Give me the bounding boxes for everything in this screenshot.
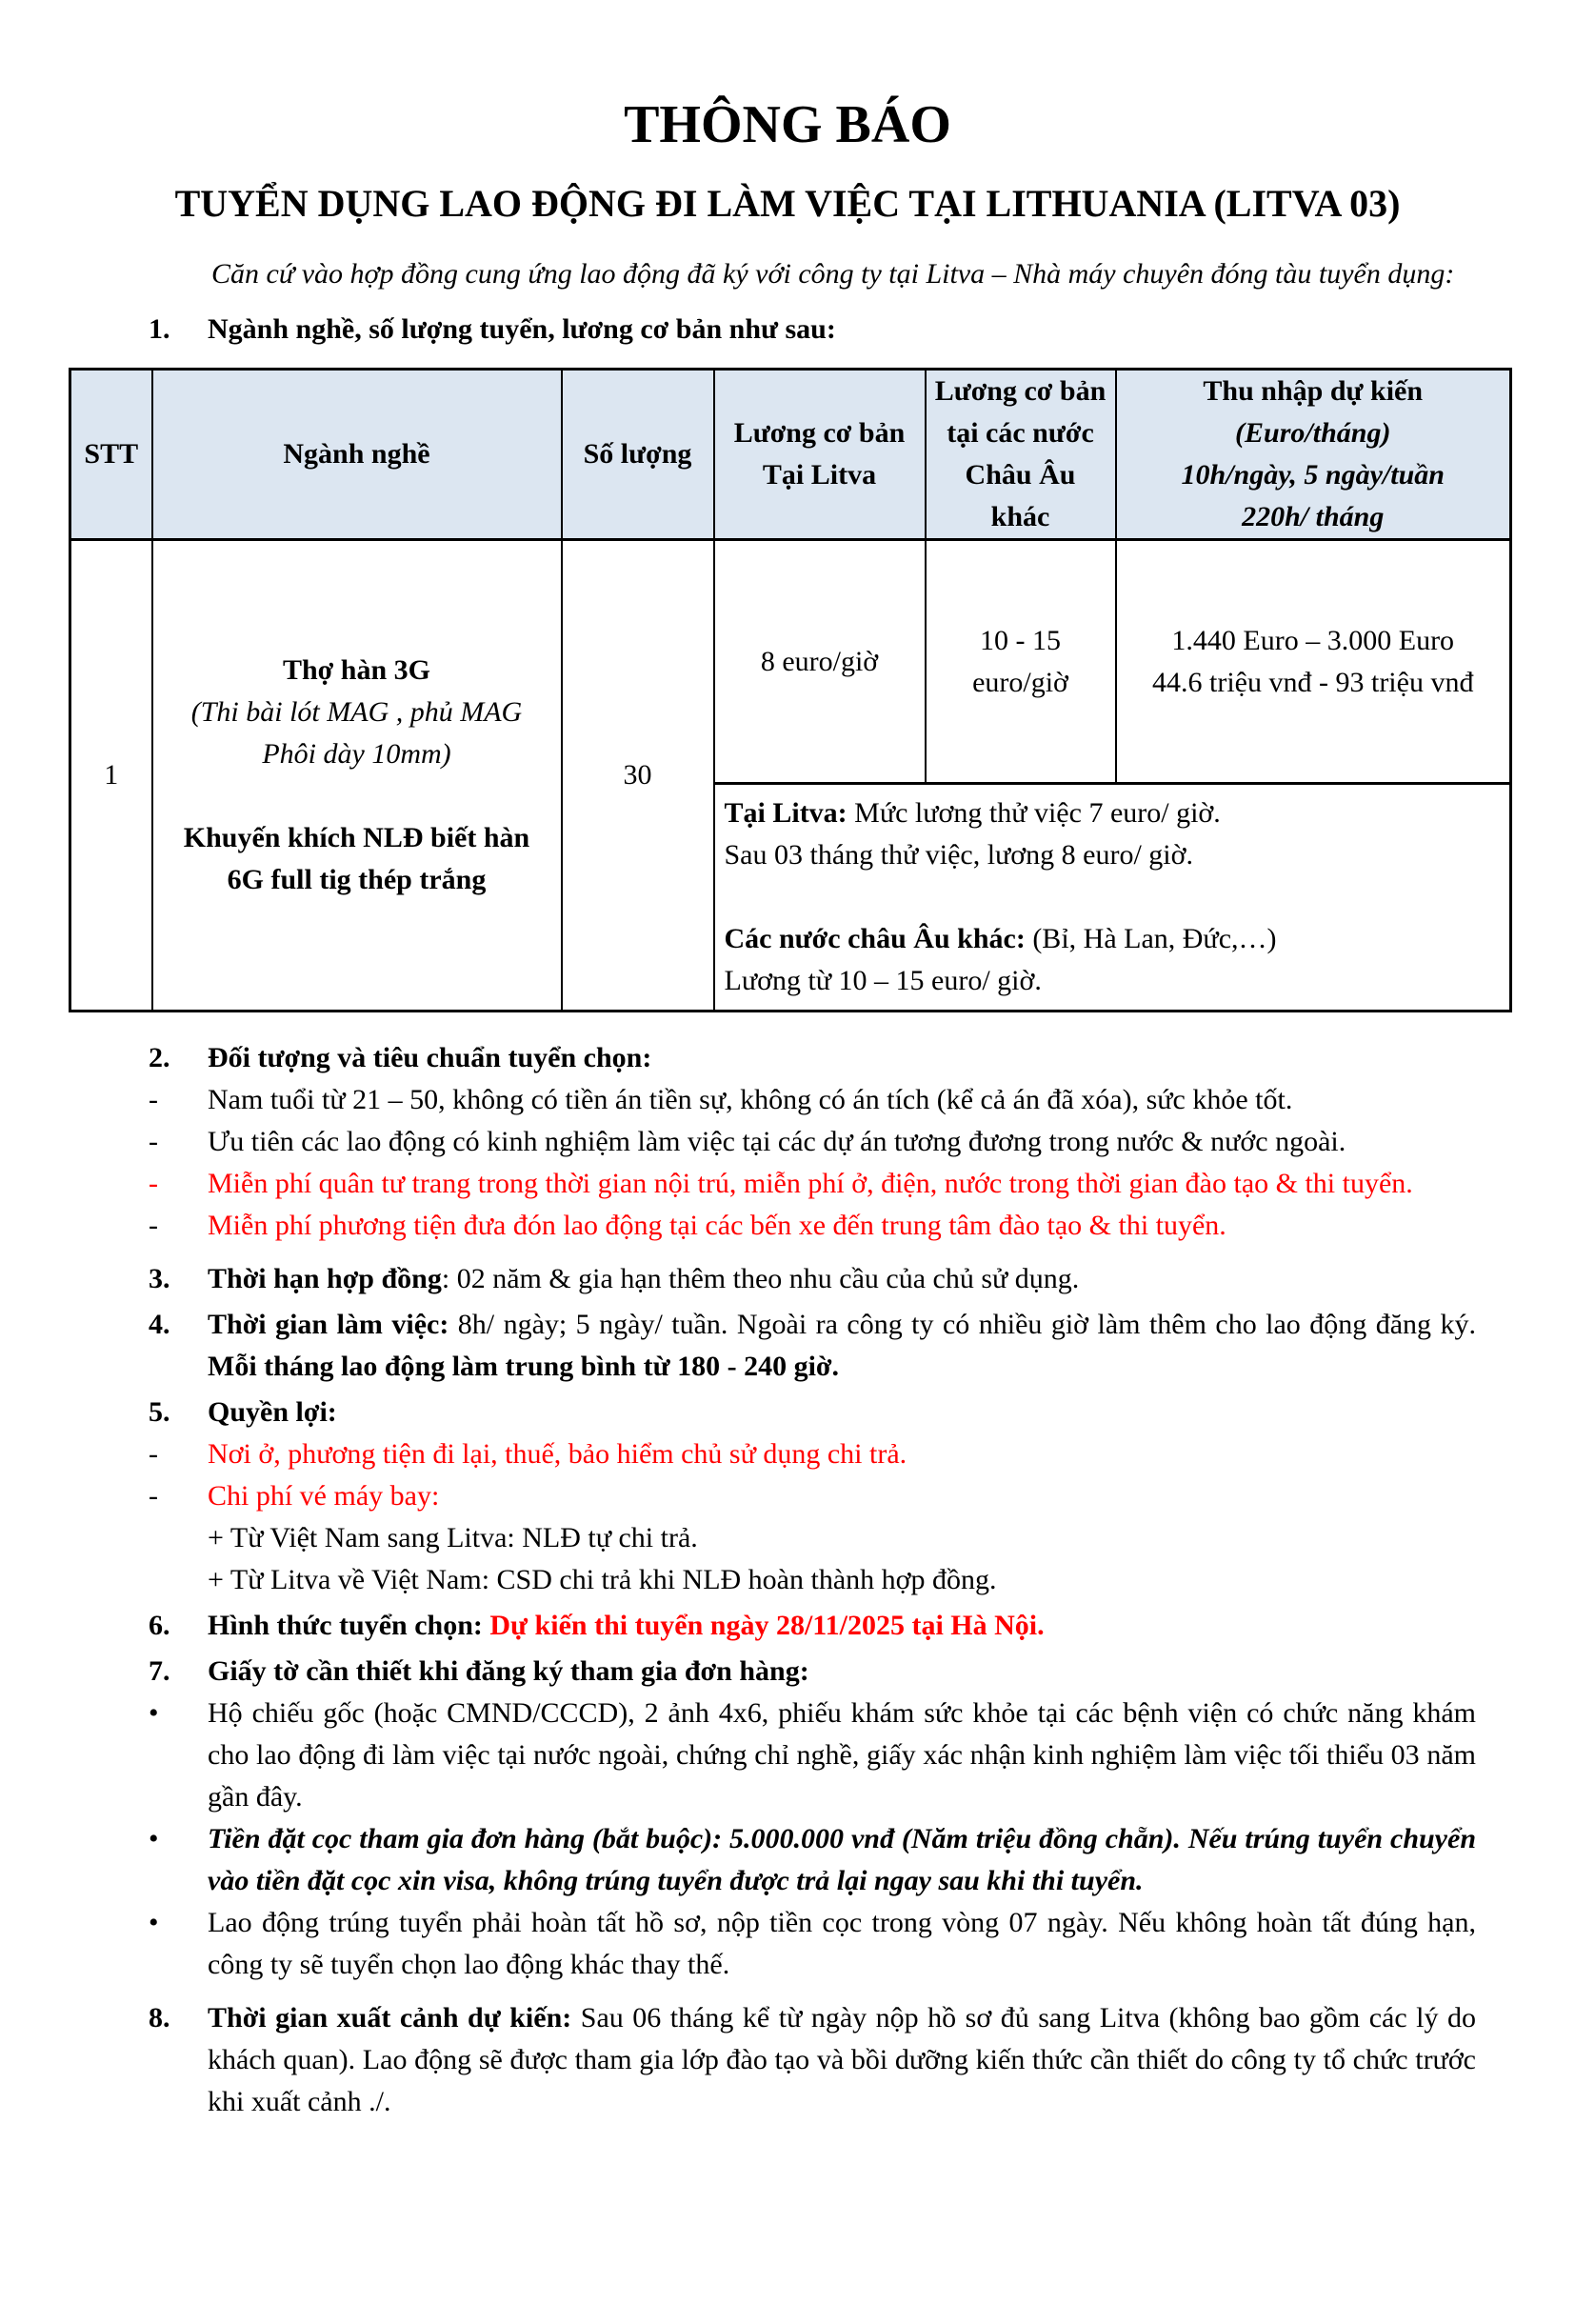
table-row-salary (70, 540, 1511, 784)
thu-nhap-line-2: (Euro/tháng) (1235, 417, 1391, 449)
job-subtitle-line-2: Phôi dày 10mm) (262, 738, 451, 770)
dash-bullet: - (149, 1084, 158, 1115)
list-item-text: Tiền đặt cọc tham gia đơn hàng (bắt buộc): 5.000.000 vnđ (Năm triệu đồng chẵn). Nếu trúng tuyển chuyển vào tiền đặt cọc xin visa, không trúng tuyển được trả lại ngay sau khi thi tuyển. (208, 1823, 1476, 1896)
section-8-rest: Sau 06 tháng kể từ ngày nộp hồ sơ đủ sang Litva (không bao gồm các lý do khách quan). Lao động sẽ được tham gia lớp đào tạo và bồi dưỡng kiến thức cần thiết do công ty tổ chức trước khi xuất cảnh ./. (208, 2002, 1476, 2117)
note-litva-line-2: Sau 03 tháng thử việc, lương 8 euro/ giờ. (724, 839, 1194, 871)
dot-bullet: • (149, 1697, 159, 1729)
dash-bullet: - (149, 1480, 158, 1512)
intro-paragraph: Căn cứ vào hợp đồng cung ứng lao động đã ký với công ty tại Litva – Nhà máy chuyên đóng tàu tuyển dụng: (211, 258, 1455, 290)
note-eu-line-2: Lương từ 10 – 15 euro/ giờ. (724, 965, 1042, 996)
salary-eu-line-2: euro/giờ (972, 666, 1068, 698)
section-6-red-text: Dự kiến thi tuyển ngày 28/11/2025 tại Hà Nội. (489, 1610, 1045, 1641)
table-header-row (70, 370, 1511, 540)
job-title: Thợ hàn 3G (282, 654, 430, 686)
cell-so-luong: 30 (562, 540, 714, 1012)
section-4 (149, 1304, 1476, 1388)
cell-thu-nhap-value (1116, 540, 1511, 784)
section-6 (149, 1605, 1476, 1647)
list-item (149, 1475, 1476, 1517)
note-eu-label: Các nước châu Âu khác: (724, 923, 1026, 954)
dash-bullet: - (149, 1168, 158, 1199)
section-5 (149, 1392, 1476, 1433)
income-line-2: 44.6 triệu vnđ - 93 triệu vnđ (1152, 666, 1474, 698)
list-item (149, 1163, 1476, 1205)
cell-notes (714, 784, 1511, 1012)
section-3 (149, 1258, 1476, 1300)
section-2-number: 2. (149, 1042, 170, 1073)
list-item-text: Nam tuổi từ 21 – 50, không có tiền án tiền sự, không có án tích (kể cả án đã xóa), sức khỏe tốt. (208, 1084, 1293, 1115)
section-6-label: Hình thức tuyển chọn: (208, 1610, 490, 1641)
section-1 (149, 309, 1476, 351)
note-litva-line-1 (725, 792, 1501, 834)
section-8-number: 8. (149, 2002, 170, 2034)
header-cell-nganh-nghe: Ngành nghề (152, 370, 562, 540)
section-7-heading: Giấy tờ cần thiết khi đăng ký tham gia đơn hàng: (208, 1655, 809, 1687)
section-3-number: 3. (149, 1263, 170, 1294)
header-cell-luong-chau-au: Lương cơ bản tại các nước Châu Âu khác (926, 370, 1116, 540)
section-4-text (208, 1304, 1476, 1388)
section-4-label: Thời gian làm việc: (208, 1309, 449, 1340)
job-note-line-1: Khuyến khích NLĐ biết hàn (183, 822, 530, 853)
thu-nhap-line-3: 10h/ngày, 5 ngày/tuần (1181, 459, 1445, 491)
section-8-label: Thời gian xuất cảnh dự kiến: (208, 2002, 572, 2034)
list-item (149, 1693, 1476, 1818)
dot-bullet: • (149, 1823, 159, 1854)
list-item (149, 1433, 1476, 1475)
section-2-heading: Đối tượng và tiêu chuẩn tuyển chọn: (208, 1042, 652, 1073)
list-item-text: Lao động trúng tuyển phải hoàn tất hồ sơ, nộp tiền cọc trong vòng 07 ngày. Nếu không hoàn tất đúng hạn, công ty sẽ tuyển chọn lao động khác thay thế. (208, 1907, 1476, 1980)
job-subtitle-line-1: (Thi bài lót MAG , phủ MAG (190, 696, 523, 728)
dash-bullet: - (149, 1438, 158, 1470)
job-note-line-2: 6G full tig thép trắng (227, 864, 487, 895)
page-title: THÔNG BÁO (624, 95, 951, 154)
note-eu-rest: (Bỉ, Hà Lan, Đức,…) (1025, 923, 1277, 954)
section-8-text (208, 1997, 1476, 2123)
cell-luong-chau-au (926, 540, 1116, 784)
section-7 (149, 1651, 1476, 1693)
section-7-number: 7. (149, 1655, 170, 1687)
section-3-text (208, 1258, 1476, 1300)
note-litva-label: Tại Litva: (724, 797, 847, 829)
note-eu-line-1 (725, 918, 1501, 960)
cell-stt: 1 (70, 540, 152, 1012)
list-item-text: Hộ chiếu gốc (hoặc CMND/CCCD), 2 ảnh 4x6, phiếu khám sức khỏe tại các bệnh viện có chức năng khám cho lao động đi làm việc tại nước ngoài, chứng chỉ nghề, giấy xác nhận kinh nghiệm làm việc tối thiểu 03 năm gần đây. (208, 1697, 1476, 1813)
section-3-label: Thời hạn hợp đồng (208, 1263, 442, 1294)
list-item-text: Ưu tiên các lao động có kinh nghiệm làm việc tại các dự án tương đương trong nước & nước ngoài. (208, 1126, 1346, 1157)
list-item (149, 1205, 1476, 1247)
income-line-1: 1.440 Euro – 3.000 Euro (1171, 624, 1455, 656)
dash-bullet: - (149, 1210, 158, 1241)
header-cell-thu-nhap (1116, 370, 1511, 540)
list-item (149, 1079, 1476, 1121)
section-4-number: 4. (149, 1309, 170, 1340)
header-cell-luong-litva: Lương cơ bản Tại Litva (714, 370, 926, 540)
section-5-number: 5. (149, 1396, 170, 1428)
section-4-bold-tail: Mỗi tháng lao động làm trung bình từ 180 - 240 giờ. (208, 1351, 840, 1382)
section-6-text (208, 1605, 1476, 1647)
list-item (149, 1818, 1476, 1902)
section-2 (149, 1037, 1476, 1079)
note-spacer (725, 876, 1501, 918)
header-cell-so-luong: Số lượng (562, 370, 714, 540)
list-item-text: Miễn phí quân tư trang trong thời gian nội trú, miễn phí ở, điện, nước trong thời gian đào tạo & thi tuyển. (208, 1168, 1413, 1199)
document-page (0, 95, 1575, 2123)
section-8 (149, 1997, 1476, 2123)
salary-eu-line-1: 10 - 15 (980, 624, 1061, 656)
dot-bullet: • (149, 1907, 159, 1938)
list-item (149, 1121, 1476, 1163)
list-item-text: Nơi ở, phương tiện đi lại, thuế, bảo hiểm chủ sử dụng chi trả. (208, 1438, 907, 1470)
section-1-heading: Ngành nghề, số lượng tuyển, lương cơ bản như sau: (208, 313, 836, 345)
section-5-heading: Quyền lợi: (208, 1396, 337, 1428)
job-spacer (161, 775, 553, 817)
cell-nganh-nghe (152, 540, 562, 1012)
section-6-number: 6. (149, 1610, 170, 1641)
sub-item-plus: + Từ Litva về Việt Nam: CSD chi trả khi NLĐ hoàn thành hợp đồng. (208, 1564, 997, 1595)
list-item-text: Chi phí vé máy bay: (208, 1480, 440, 1512)
thu-nhap-line-1: Thu nhập dự kiến (1203, 375, 1424, 407)
thu-nhap-line-4: 220h/ tháng (1242, 501, 1385, 532)
sub-item-plus: + Từ Việt Nam sang Litva: NLĐ tự chi trả. (208, 1522, 698, 1553)
section-3-rest: : 02 năm & gia hạn thêm theo nhu cầu của chủ sử dụng. (441, 1263, 1080, 1294)
page-subtitle: TUYỂN DỤNG LAO ĐỘNG ĐI LÀM VIỆC TẠI LITHUANIA (LITVA 03) (174, 182, 1401, 225)
cell-luong-litva: 8 euro/giờ (714, 540, 926, 784)
list-item (149, 1902, 1476, 1986)
dash-bullet: - (149, 1126, 158, 1157)
header-cell-stt: STT (70, 370, 152, 540)
section-4-rest: 8h/ ngày; 5 ngày/ tuần. Ngoài ra công ty có nhiều giờ làm thêm cho lao động đăng ký. (449, 1309, 1476, 1340)
jobs-table (69, 368, 1512, 1012)
section-1-number: 1. (149, 313, 170, 345)
note-litva-rest: Mức lương thử việc 7 euro/ giờ. (847, 797, 1221, 829)
list-item-text: Miễn phí phương tiện đưa đón lao động tại các bến xe đến trung tâm đào tạo & thi tuyển. (208, 1210, 1226, 1241)
